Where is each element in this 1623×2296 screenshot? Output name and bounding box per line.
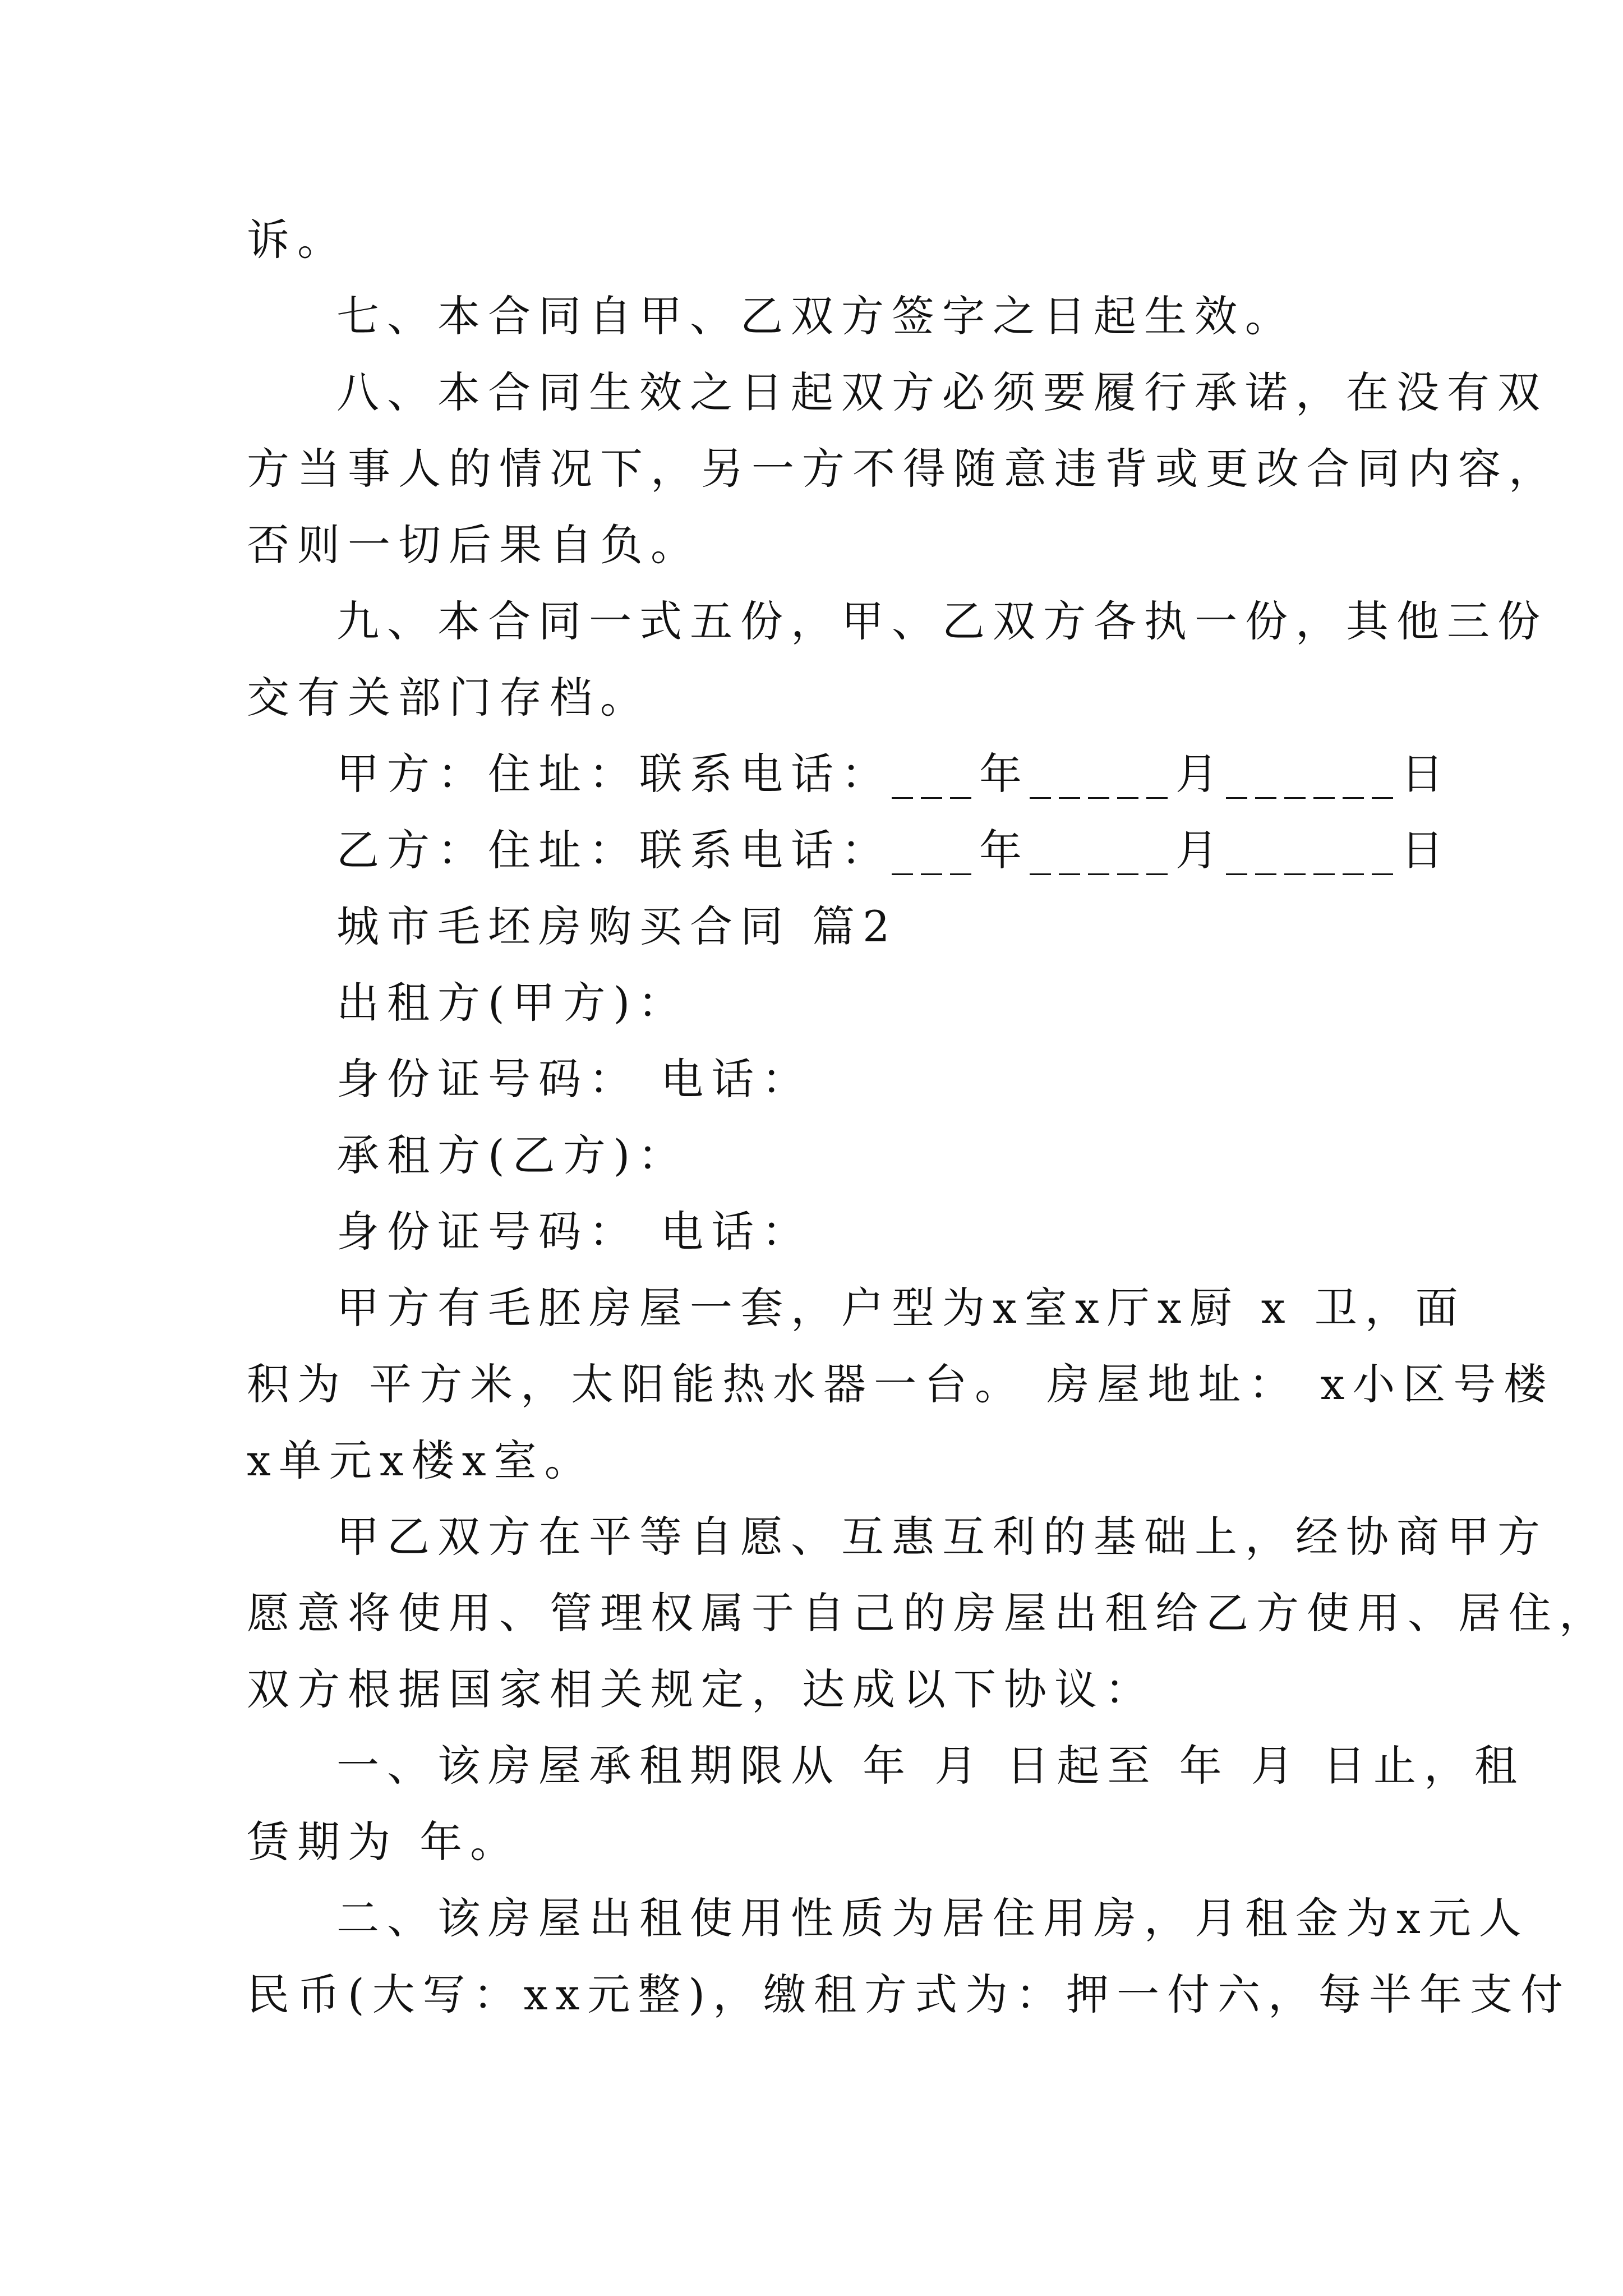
text-line: 赁期为 年。 (247, 1817, 521, 1867)
section-heading: 城市毛坯房购买合同 篇2 (336, 901, 898, 951)
text-line: 交有关部门存档。 (247, 673, 651, 723)
text-line: x单元x楼x室。 (247, 1435, 595, 1485)
party-a-signature-line: 甲方：住址：联系电话：___年_____月______日 (336, 749, 1451, 799)
contract-text (247, 202, 1610, 2033)
text-line: 双方根据国家相关规定，达成以下协议： (247, 1664, 1155, 1714)
text-line: 七、本合同自甲、乙双方签字之日起生效。 (336, 291, 1295, 341)
text-line: 积为 平方米，太阳能热水器一台。 房屋地址： x小区号楼 (247, 1359, 1555, 1409)
text-line: 甲乙双方在平等自愿、互惠互利的基础上，经协商甲方 (336, 1512, 1548, 1562)
text-line: 八、本合同生效之日起双方必须要履行承诺，在没有双 (336, 367, 1548, 417)
text-line: 九、本合同一式五份，甲、乙双方各执一份，其他三份 (336, 596, 1548, 646)
lessor-label: 出租方(甲方)： (336, 978, 689, 1028)
text-line: 一、该房屋承租期限从 年 月 日起至 年 月 日止，租 (336, 1741, 1525, 1791)
text-line: 民币(大写：xx元整)，缴租方式为：押一付六，每半年支付 (247, 1970, 1571, 2019)
text-line: 诉。 (247, 215, 348, 265)
text-line: 否则一切后果自负。 (247, 520, 701, 570)
text-line: 愿意将使用、管理权属于自己的房屋出租给乙方使用、居住， (247, 1588, 1610, 1638)
lessor-id-phone: 身份证号码： 电话： (336, 1054, 813, 1104)
text-line: 方当事人的情况下，另一方不得随意违背或更改合同内容， (247, 444, 1559, 494)
text-line: 甲方有毛胚房屋一套，户型为x室x厅x厨 x 卫，面 (336, 1283, 1466, 1333)
text-line: 二、该房屋出租使用性质为居住用房，月租金为x元人 (336, 1893, 1529, 1943)
lessee-label: 承租方(乙方)： (336, 1130, 689, 1180)
lessee-id-phone: 身份证号码： 电话： (336, 1207, 813, 1257)
party-b-signature-line: 乙方：住址：联系电话：___年_____月______日 (336, 825, 1451, 875)
